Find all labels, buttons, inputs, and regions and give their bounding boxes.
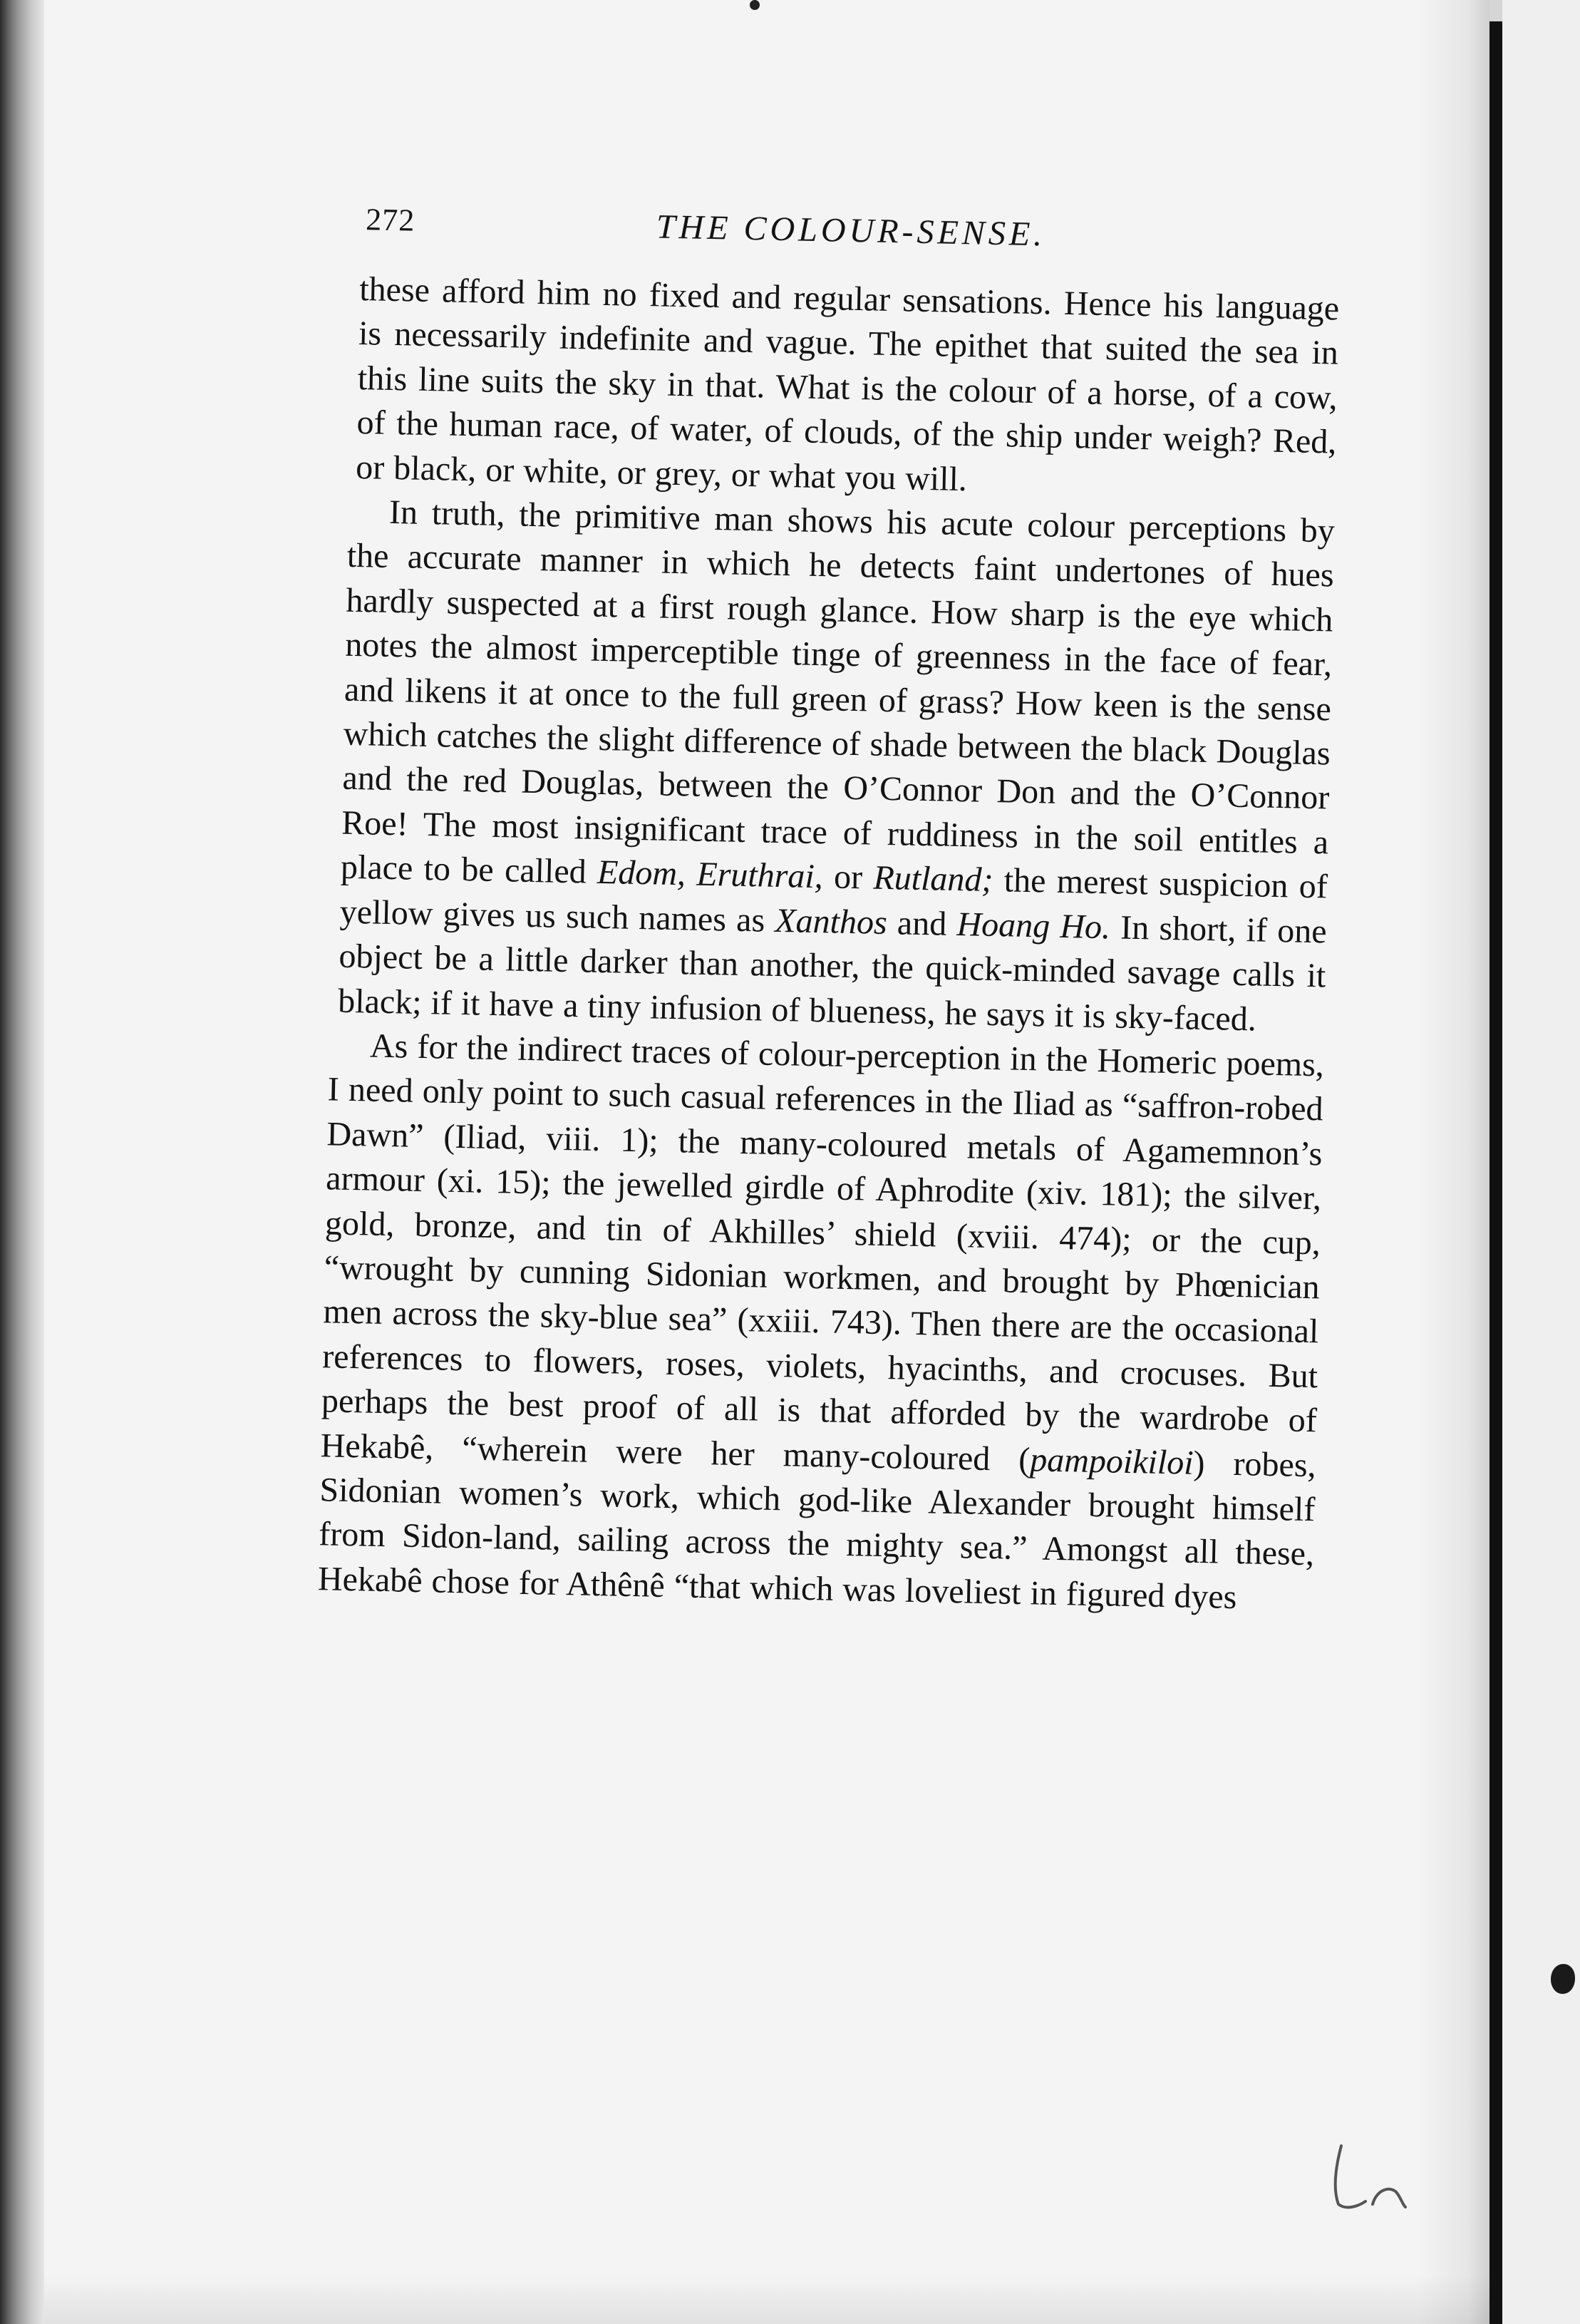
italic-text: pampoikiloi [1029,1440,1194,1482]
paragraph [356,267,1340,510]
running-head: THE COLOUR-SENSE. [656,207,1046,254]
body-text [317,267,1340,1621]
text-run: or [822,858,874,897]
text-run: In truth, the primitive man shows his acute colour perceptions by the accurate manner in which he detects faint undertones of hues hardly suspected at a first rough glance. How sharp is the eye which notes the almost imperceptible tinge of greenness in the face of fear, and likens it at once to the full green of grass? How keen is the sense which catches the slight difference of shade between the black Douglas and the red Douglas, between the O’Connor Don and the O’Connor Roe! The most insignificant trace of ruddiness in the soil entitles a place to be called [340,493,1336,892]
pencil-scribble-mark [1326,2139,1425,2217]
page-shadow [1418,0,1489,2324]
ink-dot-mark [750,0,760,10]
italic-text: Hoang Ho. [956,905,1111,947]
text-run: In short, if one object be a little darker than another, the quick-minded savage calls it black; if it have a tiny infusion of blueness, he says it is sky-faced. [337,908,1328,1038]
page-bottom-shadow [44,2274,1489,2324]
ink-blot-mark [1551,1964,1575,1994]
page-edge-rule [1489,21,1502,2324]
text-run: and [887,903,958,943]
text-run: these afford him no fixed and regular sensations. Hence his language is necessarily indefinite and vague. The epithet that suited the sea in this line suits the sky in that. What is the colour of a horse, of a cow, of the human race, of water, of clouds, of the ship under weigh? Red, or black, or white, or grey, or what you will. [355,269,1340,498]
text-run: the merest suspicion of yellow gives us such names as [339,861,1328,940]
page-number: 272 [365,202,415,238]
paragraph [317,1023,1324,1621]
text-run: As for the indirect traces of colour-perception in the Homeric poems, I need only point to such casual references in the Iliad as “saffron-robed Dawn” (Iliad, viii. 1); the many-coloured metals of Agamemnon’s armour (xi. 15); the jewelled girdle of Aphrodite (xiv. 181); the silver, gold, bronze, and tin of Akhilles’ shield (xviii. 474); or the cup, “wrought by cunning Sidonian workmen, and brought by Phœnician men across the sky-blue sea” (xxiii. 743). Then there are the occasional references to flowers, roses, violets, hyacinths, and crocuses. But perhaps the best proof of all is that afforded by the wardrobe of Hekabê, “wherein were her many-coloured ( [320,1027,1325,1479]
paragraph [338,490,1336,1044]
scan-binding-edge [0,0,44,2324]
italic-text: Xanthos [774,901,888,942]
italic-text: Edom, Eruthrai, [597,853,824,896]
italic-text: Rutland; [872,858,993,900]
text-run: ) robes, Sidonian women’s work, which god-like Alexander brought himself from Sidon-land, sailing across the mighty sea.” Amongst all these, Hekabê chose for Athênê “that which was loveliest in figured dyes [317,1444,1317,1616]
